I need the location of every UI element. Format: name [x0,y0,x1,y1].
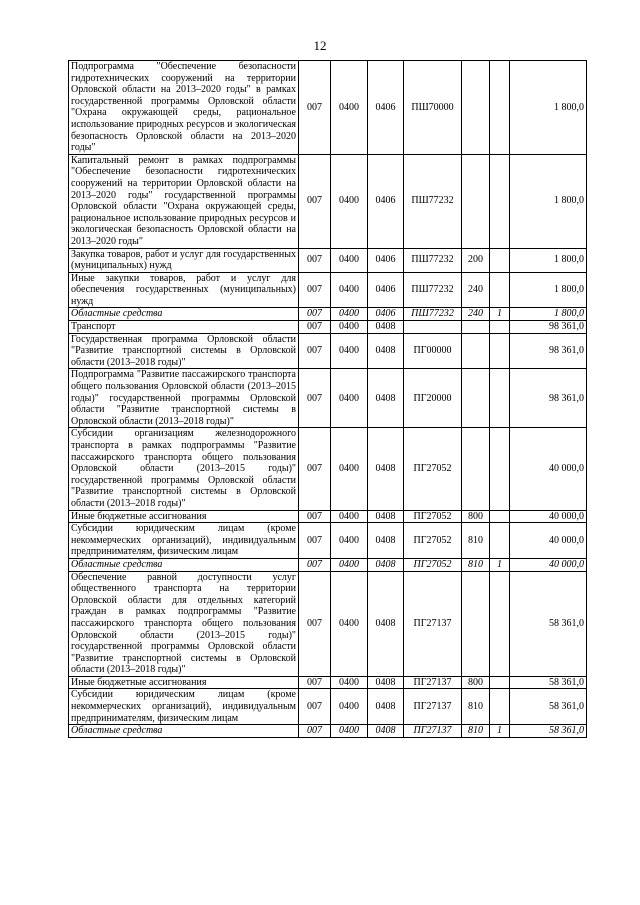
row-funding-source-code [490,571,510,676]
row-section-code: 0400 [331,369,368,428]
table-row [69,154,587,248]
row-expense-type-code: 200 [462,248,490,272]
row-expense-type-code: 240 [462,272,490,308]
row-section-code: 0400 [331,571,368,676]
row-subsection-code: 0406 [368,248,404,272]
row-funding-source-code [490,321,510,334]
row-amount: 40 000,0 [510,558,587,571]
row-ministry-code: 007 [299,248,331,272]
row-subsection-code: 0406 [368,272,404,308]
row-ministry-code: 007 [299,369,331,428]
budget-table [68,60,587,738]
row-ministry-code: 007 [299,571,331,676]
row-subsection-code: 0408 [368,428,404,510]
row-section-code: 0400 [331,558,368,571]
row-section-code: 0400 [331,510,368,523]
row-description: Областные средства [69,725,299,738]
row-amount: 1 800,0 [510,308,587,321]
row-amount: 40 000,0 [510,428,587,510]
row-amount: 58 361,0 [510,571,587,676]
row-section-code: 0400 [331,248,368,272]
table-row [69,308,587,321]
table-row [69,571,587,676]
row-expense-type-code: 240 [462,308,490,321]
row-amount: 58 361,0 [510,725,587,738]
row-funding-source-code [490,676,510,689]
row-funding-source-code [490,689,510,725]
row-subsection-code: 0408 [368,369,404,428]
row-expense-type-code [462,61,490,155]
row-funding-source-code: 1 [490,308,510,321]
table-row [69,369,587,428]
row-description: Закупка товаров, работ и услуг для государственных (муниципальных) нужд [69,248,299,272]
row-ministry-code: 007 [299,308,331,321]
row-target-code: ПГ00000 [404,333,462,369]
row-subsection-code: 0408 [368,725,404,738]
row-amount: 58 361,0 [510,689,587,725]
row-funding-source-code [490,428,510,510]
row-target-code: ПГ27137 [404,676,462,689]
row-subsection-code: 0408 [368,676,404,689]
row-funding-source-code [490,333,510,369]
row-subsection-code: 0406 [368,154,404,248]
row-description: Иные бюджетные ассигнования [69,676,299,689]
row-description: Субсидии юридическим лицам (кроме некоммерческих организаций), индивидуальным предпринимателям, физическим лицам [69,689,299,725]
row-section-code: 0400 [331,725,368,738]
row-amount: 1 800,0 [510,61,587,155]
row-description: Иные бюджетные ассигнования [69,510,299,523]
row-description: Транспорт [69,321,299,334]
row-funding-source-code: 1 [490,558,510,571]
row-target-code: ПШ77232 [404,154,462,248]
row-ministry-code: 007 [299,523,331,559]
row-section-code: 0400 [331,689,368,725]
row-target-code: ПГ20000 [404,369,462,428]
table-row [69,676,587,689]
row-ministry-code: 007 [299,725,331,738]
row-subsection-code: 0408 [368,510,404,523]
row-description: Подпрограмма "Обеспечение безопасности гидротехнических сооружений на территории Орловской области на 2013–2020 годы" в рамках государственной программы Орловской области "Охрана окружающей среды, рациональное использование природных ресурсов и экологическая безопасность Орловской области на 2013–2020 годы" [69,61,299,155]
table-row [69,558,587,571]
row-subsection-code: 0406 [368,308,404,321]
row-expense-type-code [462,428,490,510]
row-section-code: 0400 [331,428,368,510]
row-expense-type-code: 800 [462,510,490,523]
row-description: Государственная программа Орловской области "Развитие транспортной системы в Орловской области (2013–2018 годы)" [69,333,299,369]
row-amount: 40 000,0 [510,523,587,559]
row-target-code: ПГ27052 [404,523,462,559]
row-target-code: ПШ77232 [404,248,462,272]
row-expense-type-code [462,321,490,334]
row-target-code: ПШ77232 [404,308,462,321]
row-subsection-code: 0406 [368,61,404,155]
row-subsection-code: 0408 [368,689,404,725]
row-section-code: 0400 [331,676,368,689]
row-funding-source-code [490,523,510,559]
row-expense-type-code [462,571,490,676]
row-section-code: 0400 [331,308,368,321]
row-amount: 98 361,0 [510,333,587,369]
row-description: Подпрограмма "Развитие пассажирского транспорта общего пользования Орловской области (2013–2015 годы)" государственной программы Орловской области "Развитие транспортной системы в Орловской области (2013–2018 годы)" [69,369,299,428]
table-row [69,510,587,523]
row-expense-type-code: 810 [462,558,490,571]
row-expense-type-code: 810 [462,689,490,725]
row-description: Субсидии организациям железнодорожного транспорта в рамках подпрограммы "Развитие пассажирского транспорта общего пользования Орловской области (2013–2015 годы)" государственной программы Орловской области "Развитие транспортной системы в Орловской области (2013–2018 годы)" [69,428,299,510]
row-funding-source-code [490,369,510,428]
table-row [69,523,587,559]
row-ministry-code: 007 [299,272,331,308]
row-subsection-code: 0408 [368,558,404,571]
row-section-code: 0400 [331,272,368,308]
row-description: Субсидии юридическим лицам (кроме некоммерческих организаций), индивидуальным предпринимателям, физическим лицам [69,523,299,559]
table-row [69,61,587,155]
row-amount: 98 361,0 [510,321,587,334]
row-target-code: ПШ77232 [404,272,462,308]
row-ministry-code: 007 [299,61,331,155]
row-description: Обеспечение равной доступности услуг общественного транспорта на территории Орловской области для отдельных категорий граждан в рамках подпрограммы "Развитие пассажирского транспорта общего пользования Орловской области (2013–2015 годы)" государственной программы Орловской области "Развитие транспортной системы в Орловской области (2013–2018 годы)" [69,571,299,676]
row-ministry-code: 007 [299,510,331,523]
row-expense-type-code: 810 [462,725,490,738]
row-description: Капитальный ремонт в рамках подпрограммы "Обеспечение безопасности гидротехнических сооружений на территории Орловской области на 2013–2020 годы" государственной программы Орловской области "Охрана окружающей среды, рациональное использование природных ресурсов и экологическая безопасность Орловской области на 2013–2020 годы" [69,154,299,248]
row-target-code [404,321,462,334]
row-amount: 1 800,0 [510,272,587,308]
row-target-code: ПГ27137 [404,689,462,725]
row-amount: 98 361,0 [510,369,587,428]
row-ministry-code: 007 [299,558,331,571]
row-section-code: 0400 [331,61,368,155]
row-ministry-code: 007 [299,154,331,248]
row-target-code: ПГ27137 [404,725,462,738]
row-funding-source-code [490,154,510,248]
row-section-code: 0400 [331,523,368,559]
row-expense-type-code: 810 [462,523,490,559]
row-amount: 58 361,0 [510,676,587,689]
row-amount: 40 000,0 [510,510,587,523]
table-row [69,725,587,738]
table-row [69,689,587,725]
row-target-code: ПШ70000 [404,61,462,155]
row-section-code: 0400 [331,321,368,334]
row-target-code: ПГ27052 [404,510,462,523]
row-ministry-code: 007 [299,689,331,725]
row-expense-type-code [462,333,490,369]
row-subsection-code: 0408 [368,333,404,369]
page-number: 12 [313,38,327,53]
row-subsection-code: 0408 [368,321,404,334]
table-row [69,428,587,510]
row-section-code: 0400 [331,333,368,369]
row-expense-type-code: 800 [462,676,490,689]
row-section-code: 0400 [331,154,368,248]
row-funding-source-code [490,510,510,523]
row-funding-source-code [490,248,510,272]
row-funding-source-code [490,272,510,308]
row-funding-source-code [490,61,510,155]
row-subsection-code: 0408 [368,523,404,559]
row-amount: 1 800,0 [510,154,587,248]
row-ministry-code: 007 [299,676,331,689]
row-ministry-code: 007 [299,321,331,334]
row-description: Иные закупки товаров, работ и услуг для обеспечения государственных (муниципальных) нужд [69,272,299,308]
table-row [69,333,587,369]
row-expense-type-code [462,369,490,428]
table-row [69,321,587,334]
row-ministry-code: 007 [299,333,331,369]
table-row [69,248,587,272]
table-row [69,272,587,308]
row-amount: 1 800,0 [510,248,587,272]
row-expense-type-code [462,154,490,248]
row-funding-source-code: 1 [490,725,510,738]
row-ministry-code: 007 [299,428,331,510]
row-subsection-code: 0408 [368,571,404,676]
row-target-code: ПГ27052 [404,428,462,510]
row-target-code: ПГ27052 [404,558,462,571]
row-description: Областные средства [69,308,299,321]
row-target-code: ПГ27137 [404,571,462,676]
row-description: Областные средства [69,558,299,571]
